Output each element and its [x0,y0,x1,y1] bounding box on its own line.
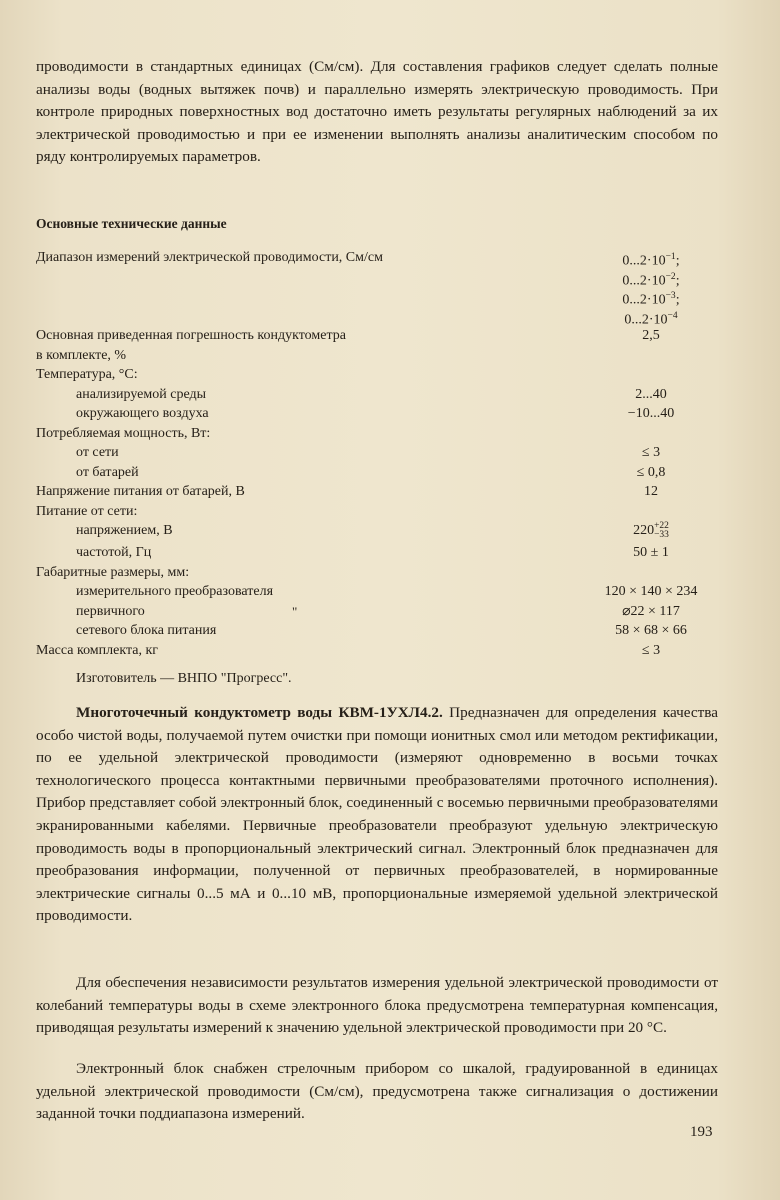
spec-value: ≤ 3 [641,445,661,460]
spec-row-error [36,326,726,346]
spec-value: $0...2\cdot 10^{-3}$; [622,291,680,308]
spec-row-dims-psu [36,621,726,641]
ditto-mark: " [292,603,298,619]
spec-label: окружающего воздуха [76,406,209,421]
spec-row-range-4 [36,307,726,327]
spec-value: 50 ± 1 [633,545,669,560]
device-description: Предназначен для определения качества особо чистой воды, получаемой путем очистки при помощи ионитных смол или методом ректификации, по ее удельной электрической проводимости (измеряют одновременно в восьми точках технологического процесса контактными первичными преобразователями проточного исполнения). Прибор представляет собой электронный блок, соединенный с восемью первичными преобразователями экранированными кабелями. Первичные преобразователи преобразуют удельную электрическую проводимость воды в пропорциональный электрический сигнал. Электронный блок предназначен для преобразования информации, полученной от первичных преобразователей, в нормированные электрические сигналы 0...5 мА и 0...10 мВ, пропорциональные измеряемой удельной электрической проводимости. [36,704,718,925]
spec-label: Габаритные размеры, мм: [36,564,190,580]
spec-row-mass [36,641,726,661]
spec-row-mains-freq [36,543,726,563]
spec-label: напряжением, В [76,523,173,538]
spec-label: измерительного преобразователя [76,584,274,599]
spec-label: от батарей [76,464,139,480]
spec-value: 2,5 [642,328,660,343]
spec-value: 120 × 140 × 234 [604,584,698,599]
spec-label: в комплекте, % [36,347,127,363]
spec-row-dims-converter [36,582,726,602]
spec-label: от сети [76,445,119,460]
spec-value: −10...40 [627,406,675,421]
spec-label: Потребляемая мощность, Вт: [36,425,211,441]
intro-paragraph: проводимости в стандартных единицах (См/см). Для составления графиков следует сделать полные анализы воды (водных вытяжек почв) и параллельно измерять электрическую проводимость. При контроле природных поверхностных вод достаточно иметь результаты регулярных наблюдений за их электрической проводимостью и при ее изменении выполнять анализы аналитическим способом по ряду контролируемых параметров. [36,58,718,166]
spec-value: ≤ 3 [641,642,661,658]
spec-row-power-battery [36,463,726,483]
spec-row-dims [36,563,726,583]
spec-label: Температура, °С: [36,367,138,382]
spec-label: первичного [76,603,145,619]
spec-row-temp-air [36,404,726,424]
spec-row-range-3 [36,287,726,307]
spec-value: 12 [644,484,658,499]
spec-label: анализируемой среды [76,386,207,402]
spec-row-power-mains [36,443,726,463]
spec-row-range-2 [36,268,726,288]
spec-label: Питание от сети: [36,503,138,519]
spec-label: Диапазон измерений электрической проводимости, См/см [36,250,383,265]
spec-label: сетевого блока питания [76,623,217,638]
spec-value: ⌀22 × 117 [622,603,680,619]
spec-row-error-2 [36,346,726,366]
spec-value: $0...2\cdot 10^{-2}$; [622,271,680,289]
page-number: 193 [690,1124,713,1140]
indicator-paragraph: Электронный блок снабжен стрелочным прибором со шкалой, градуированной в единицах удельной электрической проводимости (См/см), предусмотрена также сигнализация о достижении заданной точки поддиапазона измерений. [36,1060,718,1123]
spec-value: 220+22 −33 [633,520,669,540]
spec-value: ≤ 0,8 [636,464,666,480]
spec-value: $0...2\cdot 10^{-4}$ [624,310,678,328]
compensation-paragraph: Для обеспечения независимости результатов измерения удельной электрической проводимости от колебаний температуры воды в схеме электронного блока предусмотрена температурная компенсация, приводящая результаты измерений к значению удельной электрической проводимости при 20 °С. [36,974,718,1037]
spec-row-range [36,248,726,268]
device-title: Многоточечный кондуктометр воды КВМ-1УХЛ4.2. [76,704,443,721]
spec-label: Напряжение питания от батарей, В [36,484,245,499]
spec-row-mains-voltage [36,521,726,543]
spec-value: 2...40 [635,386,667,402]
specs-table [36,248,726,660]
spec-value: 58 × 68 × 66 [615,623,687,638]
specs-heading: Основные технические данные [36,216,227,231]
spec-row-temp [36,365,726,385]
spec-row-dims-primary [36,602,726,622]
spec-label: Масса комплекта, кг [36,642,159,658]
spec-row-mains [36,502,726,522]
spec-row-power [36,424,726,444]
spec-label: частотой, Гц [76,545,152,560]
spec-row-temp-medium [36,385,726,405]
spec-row-battery-voltage [36,482,726,502]
spec-label: Основная приведенная погрешность кондуктометра [36,328,346,343]
device-paragraph [36,702,718,928]
manufacturer-line: Изготовитель — ВНПО "Прогресс". [76,671,292,686]
spec-value: $0...2\cdot 10^{-1}$; [622,252,680,269]
